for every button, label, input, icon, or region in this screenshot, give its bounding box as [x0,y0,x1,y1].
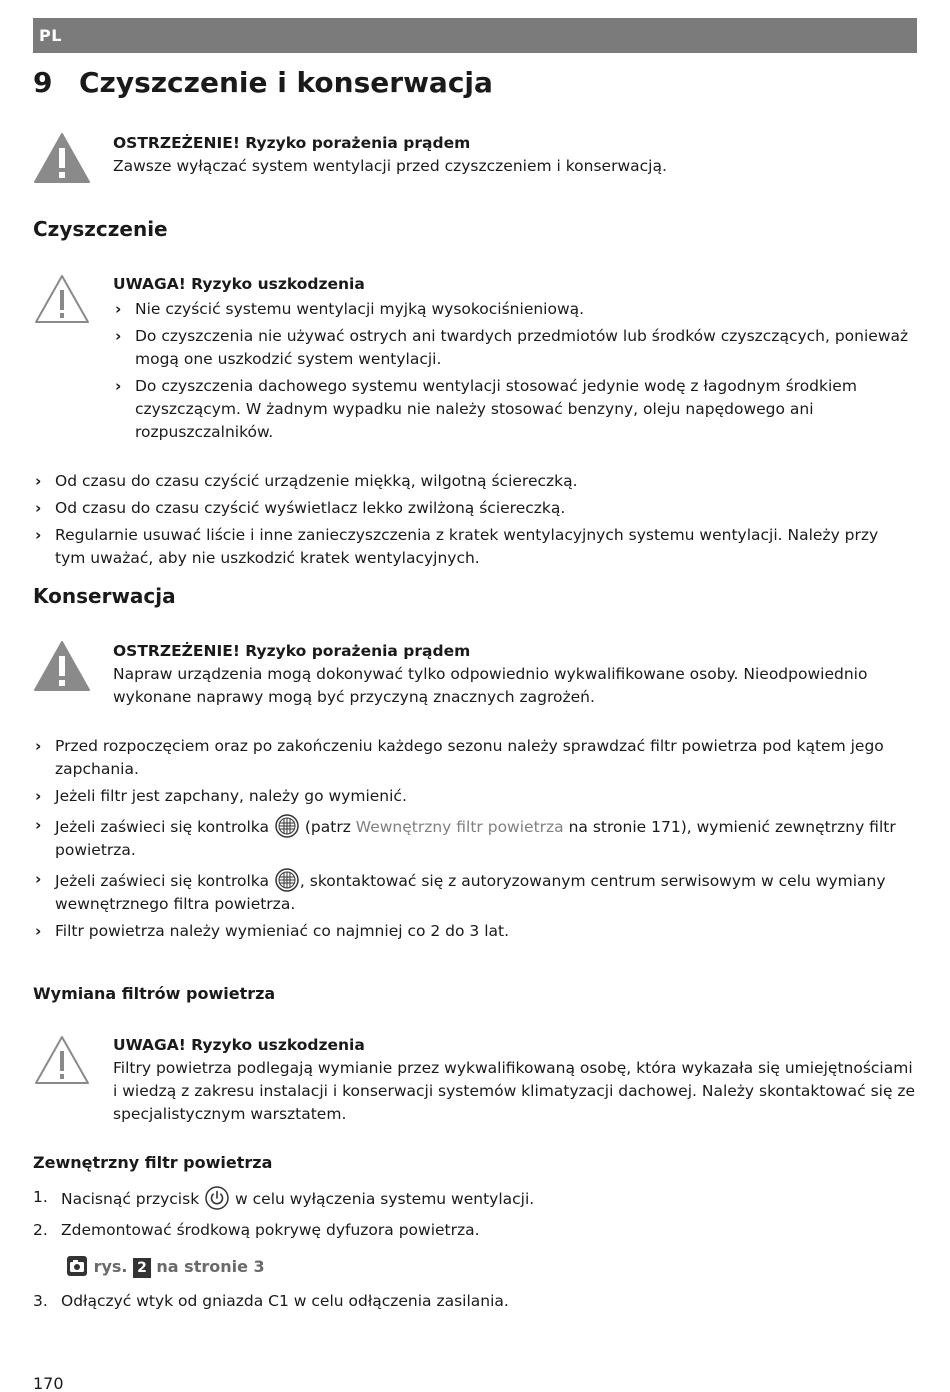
maintenance-steps [33,735,903,947]
step-text: w celu wyłączenia systemu wentylacji. [235,1190,535,1208]
cleaning-heading: Czyszczenie [33,217,168,241]
list-item: › Do czyszczenia nie używać ostrych ani twardych przedmiotów lub środków czyszczących, ponieważ mogą one uszkodzić system wentylacji. [113,325,917,371]
warning-text: Napraw urządzenia mogą dokonywać tylko odpowiednio wykwalifikowane osoby. Nieodpowiednio wykonane naprawy mogą być przyczyną znacznych zagrożeń. [113,665,868,706]
filter-replacement-heading: Wymiana filtrów powietrza [33,984,276,1003]
external-filter-steps [33,1186,903,1250]
external-filter-heading: Zewnętrzny filtr powietrza [33,1153,273,1172]
step-text: Zdemontować środkową pokrywę dyfuzora powietrza. [61,1221,480,1239]
page-number: 170 [33,1374,64,1392]
step-text: na stronie 171), wymienić zewnętrzny filtr powietrza. [55,818,896,859]
caution-icon [33,1034,91,1086]
internal-filter-link[interactable]: Wewnętrzny filtr powietrza [355,818,564,836]
caution-list [113,298,917,444]
step-text: (patrz [304,818,351,836]
language-label: PL [39,26,62,45]
step-text: Jeżeli zaświeci się kontrolka [55,818,269,836]
cleaning-steps [33,470,903,574]
warning-icon [33,640,91,692]
figure-number: 2 [133,1258,151,1278]
list-item: › Regularnie usuwać liście i inne zanieczyszczenia z kratek wentylacyjnych systemu wentylacji. Należy przy tym uważać, aby nie uszkodzić kratek wentylacyjnych. [33,524,903,570]
figure-reference[interactable] [66,1255,265,1278]
list-item: › Do czyszczenia dachowego systemu wentylacji stosować jedynie wodę z łagodnym środkiem czyszczącym. W żadnym wypadku nie należy stosować benzyny, oleju napędowego ani rozpuszczalników. [113,375,917,444]
maintenance-heading: Konserwacja [33,584,176,608]
caution-title: UWAGA! Ryzyko uszkodzenia [113,275,365,293]
step-number: 1. [33,1188,48,1206]
step-item [33,1186,903,1211]
step-text: , skontaktować się z autoryzowanym centrum serwisowym w celu wymiany wewnętrznego filtra powietrza. [55,872,886,913]
caution-title: UWAGA! Ryzyko uszkodzenia [113,1036,365,1054]
step-number: 3. [33,1292,48,1310]
list-item: › Od czasu do czasu czyścić wyświetlacz lekko zwilżoną ściereczką. [33,497,903,520]
caution-text: Filtry powietrza podlegają wymianie przez wykwalifikowaną osobę, która wykazała się umiejętnościami i wiedzą z zakresu instalacji i konserwacji systemów klimatyzacji dachowej. Należy skontaktować się ze specjalistycznym warsztatem. [113,1059,916,1123]
section-number: 9 [33,66,53,99]
camera-icon [66,1255,88,1277]
list-item: › Przed rozpoczęciem oraz po zakończeniu każdego sezonu należy sprawdzać filtr powietrza pod kątem jego zapchania. [33,735,903,781]
step-item [33,1290,903,1313]
section-title-text: Czyszczenie i konserwacja [79,66,493,99]
power-button-icon [205,1186,229,1210]
warning-title: OSTRZEŻENIE! Ryzyko porażenia prądem [113,134,471,152]
external-filter-steps-cont [33,1290,903,1321]
caution-icon [33,273,91,325]
warning-title: OSTRZEŻENIE! Ryzyko porażenia prądem [113,642,471,660]
step-text: Odłączyć wtyk od gniazda C1 w celu odłączenia zasilania. [61,1292,509,1310]
list-item: › Jeżeli filtr jest zapchany, należy go wymienić. [33,785,903,808]
filter-indicator-icon [275,814,299,838]
warning-icon [33,132,91,184]
step-number: 2. [33,1221,48,1239]
step-text: Nacisnąć przycisk [61,1190,200,1208]
list-item [33,868,903,916]
warning-text: Zawsze wyłączać system wentylacji przed czyszczeniem i konserwacją. [113,157,667,175]
section-title [33,66,493,99]
list-item [33,814,903,862]
warning-electric-shock [33,132,917,184]
filter-indicator-icon [275,868,299,892]
step-text: Jeżeli zaświeci się kontrolka [55,872,269,890]
list-item: › Od czasu do czasu czyścić urządzenie miękką, wilgotną ściereczką. [33,470,903,493]
list-item: › Nie czyścić systemu wentylacji myjką wysokociśnieniową. [113,298,917,321]
figure-suffix: na stronie 3 [156,1257,265,1276]
list-item: › Filtr powietrza należy wymieniać co najmniej co 2 do 3 lat. [33,920,903,943]
figure-prefix: rys. [93,1257,128,1276]
language-bar [33,18,917,53]
step-item [33,1219,903,1242]
